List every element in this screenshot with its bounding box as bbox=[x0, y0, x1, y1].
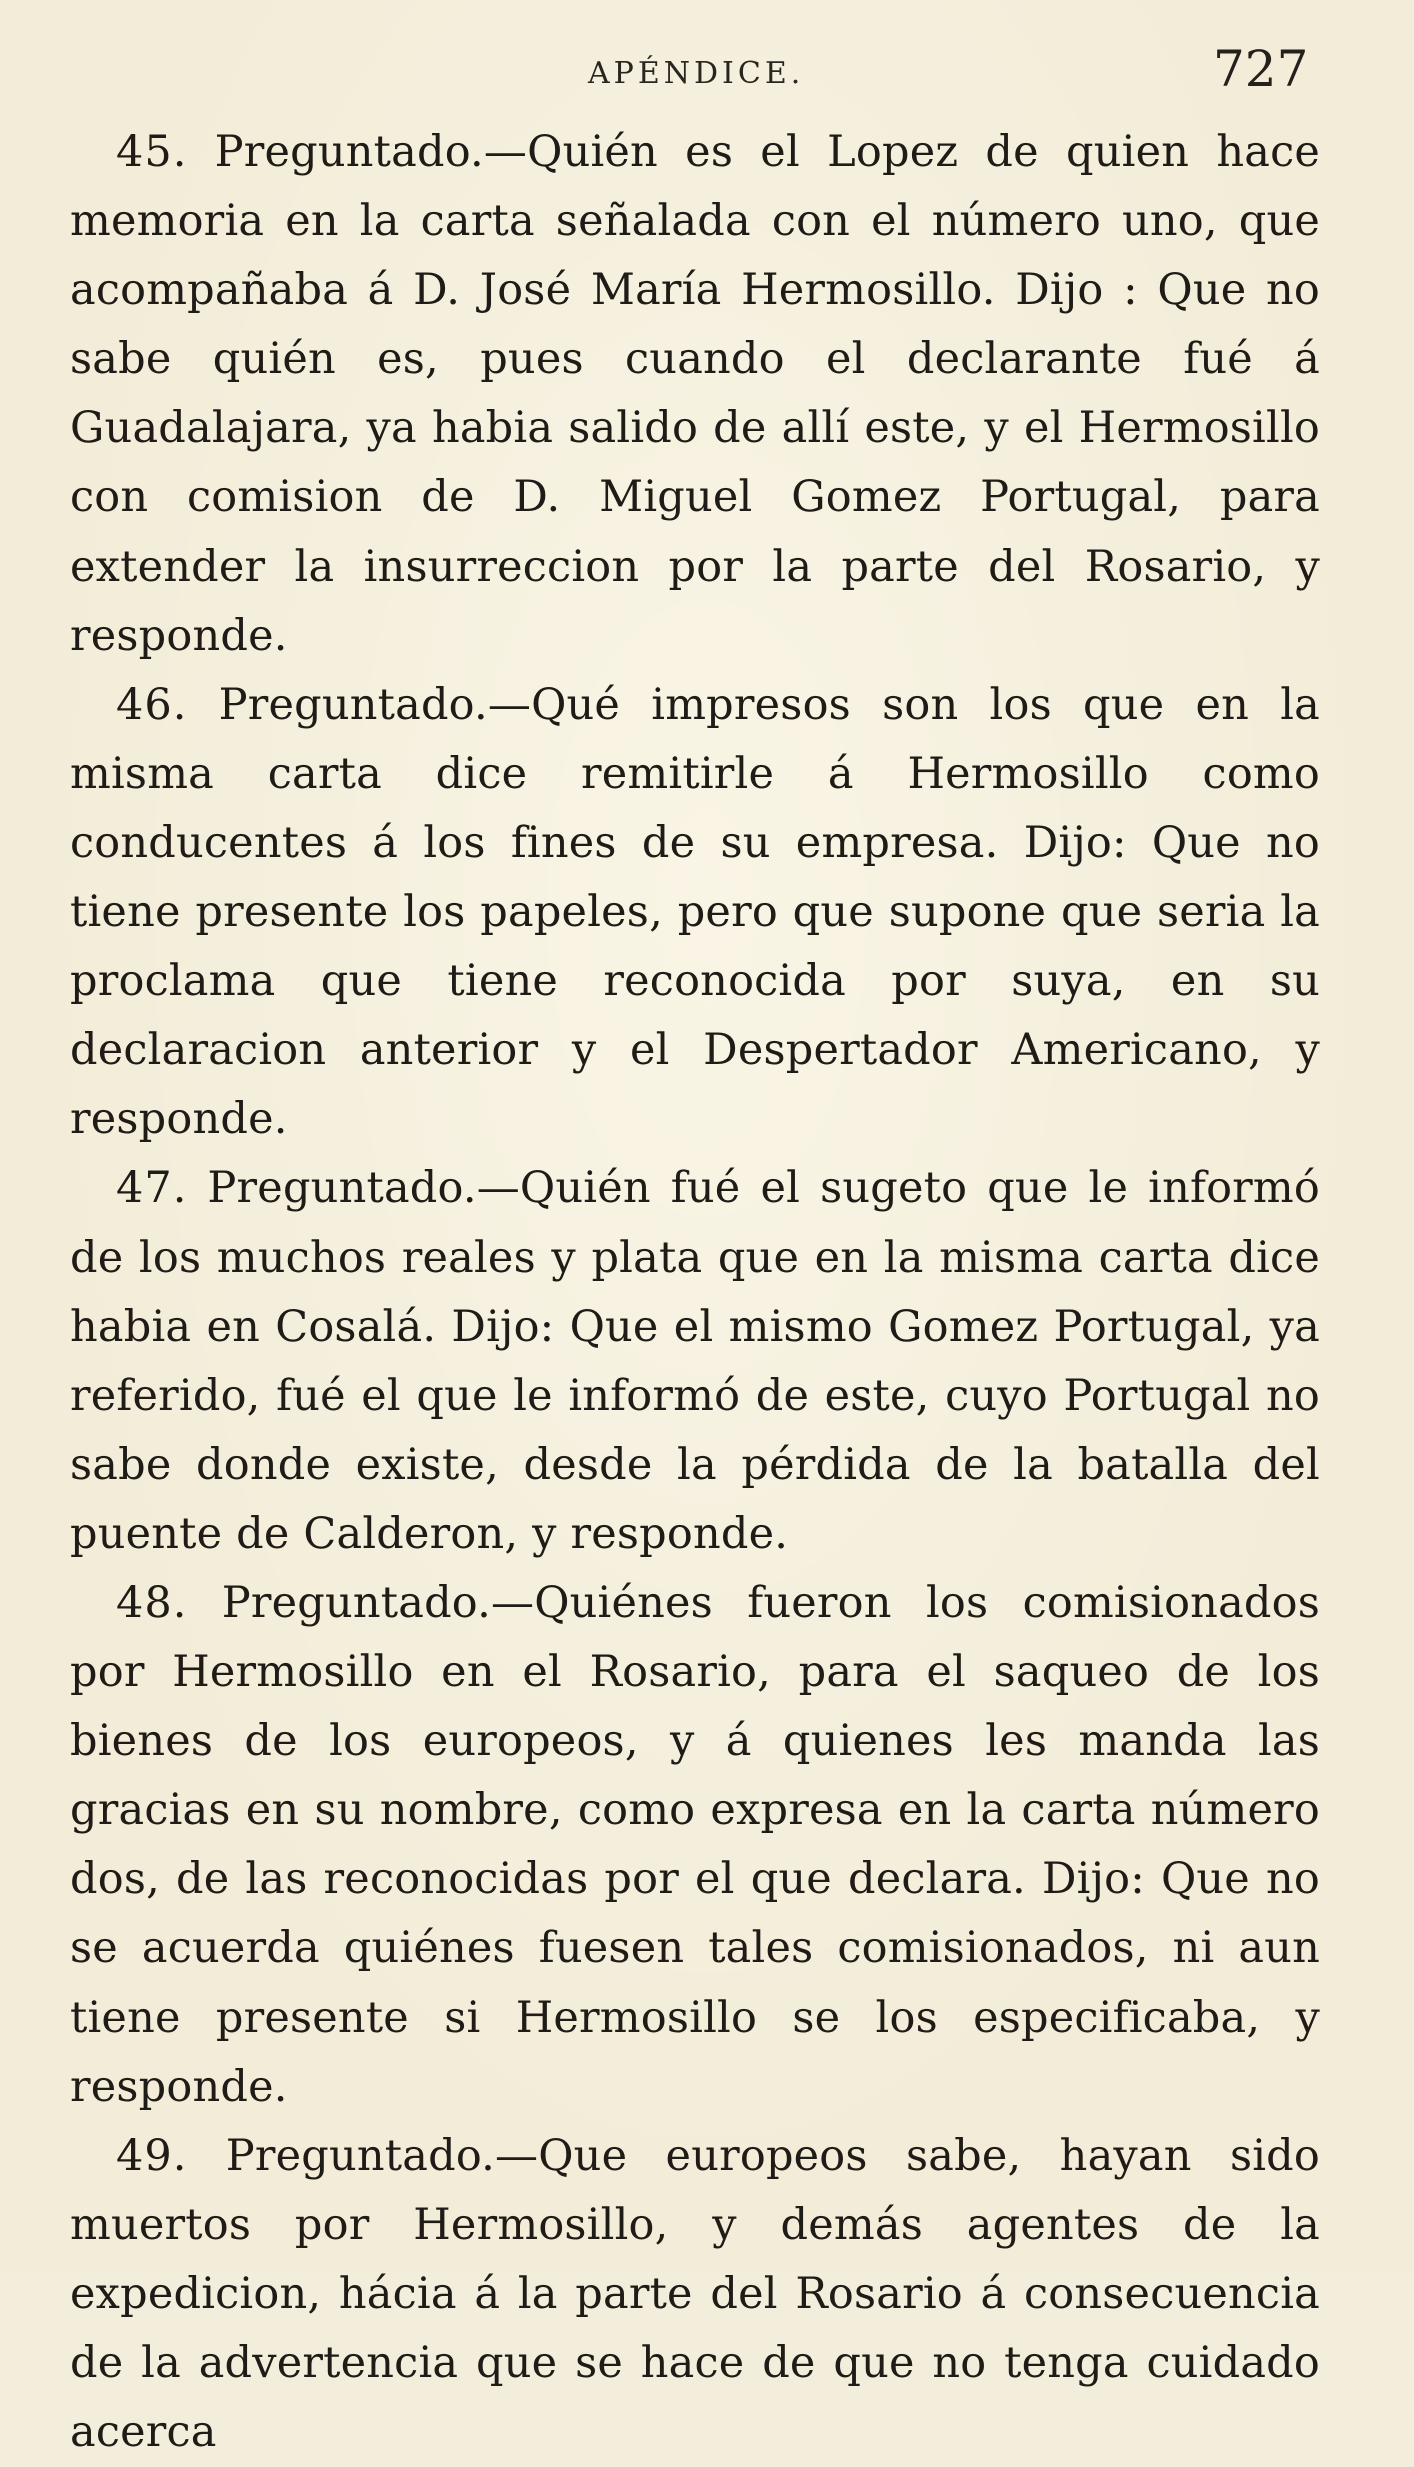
paragraph-number: 48. bbox=[116, 1577, 188, 1628]
paragraph-number: 46. bbox=[116, 679, 188, 730]
paragraph-text: Preguntado.—Quién es el Lopez de quien hace memoria en la carta señalada con el número uno, que acompañaba á D. José María Hermosillo. Dijo : Que no sabe quién es, pues cuando el declarante fué á Guadalajara, ya habia salido de allí este, y el Hermosillo con comision de D. Miguel Gomez Portugal, para extender la insurreccion por la parte del Rosario, y responde. bbox=[70, 127, 1321, 661]
body-text bbox=[70, 118, 1320, 2467]
paragraph-text: Preguntado.—Qué impresos son los que en la misma carta dice remitirle á Hermosillo como conducentes á los fines de su empresa. Dijo: Que no tiene presente los papeles, pero que supone que seria la proclama que tiene reconocida por suya, en su declaracion anterior y el Despertador Americano, y responde. bbox=[70, 679, 1320, 1145]
running-head bbox=[0, 40, 1414, 100]
paragraph-48 bbox=[70, 1569, 1320, 2122]
paragraph-47 bbox=[70, 1154, 1320, 1569]
page-number: 727 bbox=[1213, 40, 1309, 98]
paragraph-46 bbox=[70, 671, 1320, 1155]
paragraph-number: 45. bbox=[116, 127, 188, 177]
paragraph-49 bbox=[70, 2122, 1320, 2467]
paragraph-number: 47. bbox=[116, 1163, 188, 1214]
paragraph-text: Preguntado.—Quiénes fueron los comisionados por Hermosillo en el Rosario, para el saqueo de los bienes de los europeos, y á quienes les manda las gracias en su nombre, como expresa en la carta número dos, de las reconocidas por el que declara. Dijo: Que no se acuerda quiénes fuesen tales comisionados, ni aun tiene presente si Hermosillo se los especificaba, y responde. bbox=[70, 1577, 1320, 2112]
paragraph-text: Preguntado.—Quién fué el sugeto que le informó de los muchos reales y plata que en la misma carta dice habia en Cosalá. Dijo: Que el mismo Gomez Portugal, ya referido, fué el que le informó de este, cuyo Portugal no sabe donde existe, desde la pérdida de la batalla del puente de Calderon, y responde. bbox=[70, 1163, 1320, 1559]
paragraph-number: 49. bbox=[116, 2130, 188, 2181]
paragraph-45 bbox=[70, 118, 1320, 671]
paragraph-text: Preguntado.—Que europeos sabe, hayan sido muertos por Hermosillo, y demás agentes de la expedicion, hácia á la parte del Rosario á consecuencia de la advertencia que se hace de que no tenga cuidado acerca bbox=[70, 2130, 1320, 2458]
running-title: APÉNDICE. bbox=[588, 56, 805, 91]
